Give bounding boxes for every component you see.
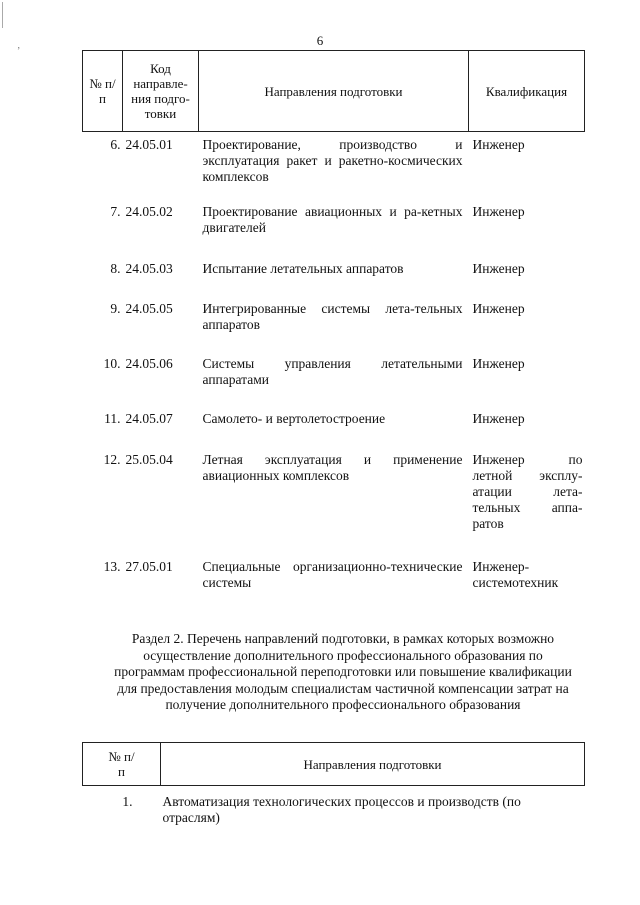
row-num: 8.: [110, 260, 121, 276]
table-header-row: [83, 51, 585, 132]
row-qualification: Инженер: [472, 203, 525, 219]
table-row: [83, 261, 585, 301]
row-direction: Специальные организационно-технические системы: [202, 558, 463, 590]
row-num: 11.: [104, 410, 121, 426]
qualification-table: [82, 50, 585, 599]
table-row: [83, 559, 585, 599]
row-qualification: Инженер-системотехник: [472, 558, 559, 590]
table-header-row: [83, 743, 585, 786]
row-code: 25.05.04: [125, 451, 173, 467]
table-row: [83, 132, 585, 204]
row-direction: Проектирование, производство и эксплуатация ракет и ракетно-космических комплексов: [202, 137, 463, 184]
row-qualification: Инженер по летной эксплу-атации лета-тельных аппа-ратов: [472, 451, 583, 531]
row-num: 12.: [103, 451, 121, 467]
row-qualification: Инженер: [472, 137, 525, 152]
row-code: 24.05.07: [125, 410, 173, 426]
table-row: [83, 452, 585, 559]
row-code: 24.05.02: [125, 203, 173, 219]
scan-mark-bracket: [2, 2, 9, 28]
row-code: 24.05.05: [125, 300, 173, 316]
row-direction: Интегрированные системы лета-тельных аппаратов: [202, 300, 463, 332]
row-num: 7.: [110, 203, 121, 219]
additional-education-table: [82, 742, 585, 826]
row-direction: Автоматизация технологических процессов и производств (по отраслям): [162, 794, 521, 825]
header-direction: Направления подготовки: [161, 743, 585, 786]
header-direction: Направления подготовки: [199, 51, 469, 132]
table-row: [83, 356, 585, 411]
row-qualification: Инженер: [472, 300, 525, 316]
table-row: [83, 411, 585, 452]
row-direction: Системы управления летательными аппаратами: [202, 355, 463, 387]
row-direction: Проектирование авиационных и ра-кетных двигателей: [202, 203, 463, 235]
scan-mark-dot: ‚: [17, 40, 21, 51]
row-num: 6.: [110, 137, 121, 152]
row-qualification: Инженер: [472, 260, 525, 276]
row-direction: Летная эксплуатация и применение авиационных комплексов: [202, 451, 463, 483]
row-num: 1.: [122, 794, 133, 809]
row-code: 27.05.01: [125, 558, 173, 574]
page-number: 6: [316, 33, 324, 48]
header-qualification: Квалификация: [469, 51, 585, 132]
row-code: 24.05.03: [125, 260, 173, 276]
table-row: [83, 786, 585, 827]
row-qualification: Инженер: [472, 410, 525, 426]
row-num: 13.: [103, 558, 121, 574]
header-code: Код направле-ния подго-товки: [123, 51, 199, 132]
section-2-title: Раздел 2. Перечень направлений подготовки, в рамках которых возможно осуществление дополнительного профессионального образования по программам профессиональной переподготовки или повышение квалификации для предоставления молодым специалистам частичной компенсации затрат на получение дополнительного профессионального образования: [114, 631, 572, 712]
row-direction: Испытание летательных аппаратов: [202, 260, 404, 276]
table-row: [83, 204, 585, 261]
header-num: № п/п: [83, 743, 161, 786]
row-code: 24.05.06: [125, 355, 173, 371]
row-qualification: Инженер: [472, 355, 525, 371]
row-code: 24.05.01: [125, 137, 173, 152]
row-num: 10.: [103, 355, 121, 371]
table-row: [83, 301, 585, 356]
header-num: № п/п: [83, 51, 123, 132]
row-num: 9.: [110, 300, 121, 316]
row-direction: Самолето- и вертолетостроение: [202, 410, 386, 426]
